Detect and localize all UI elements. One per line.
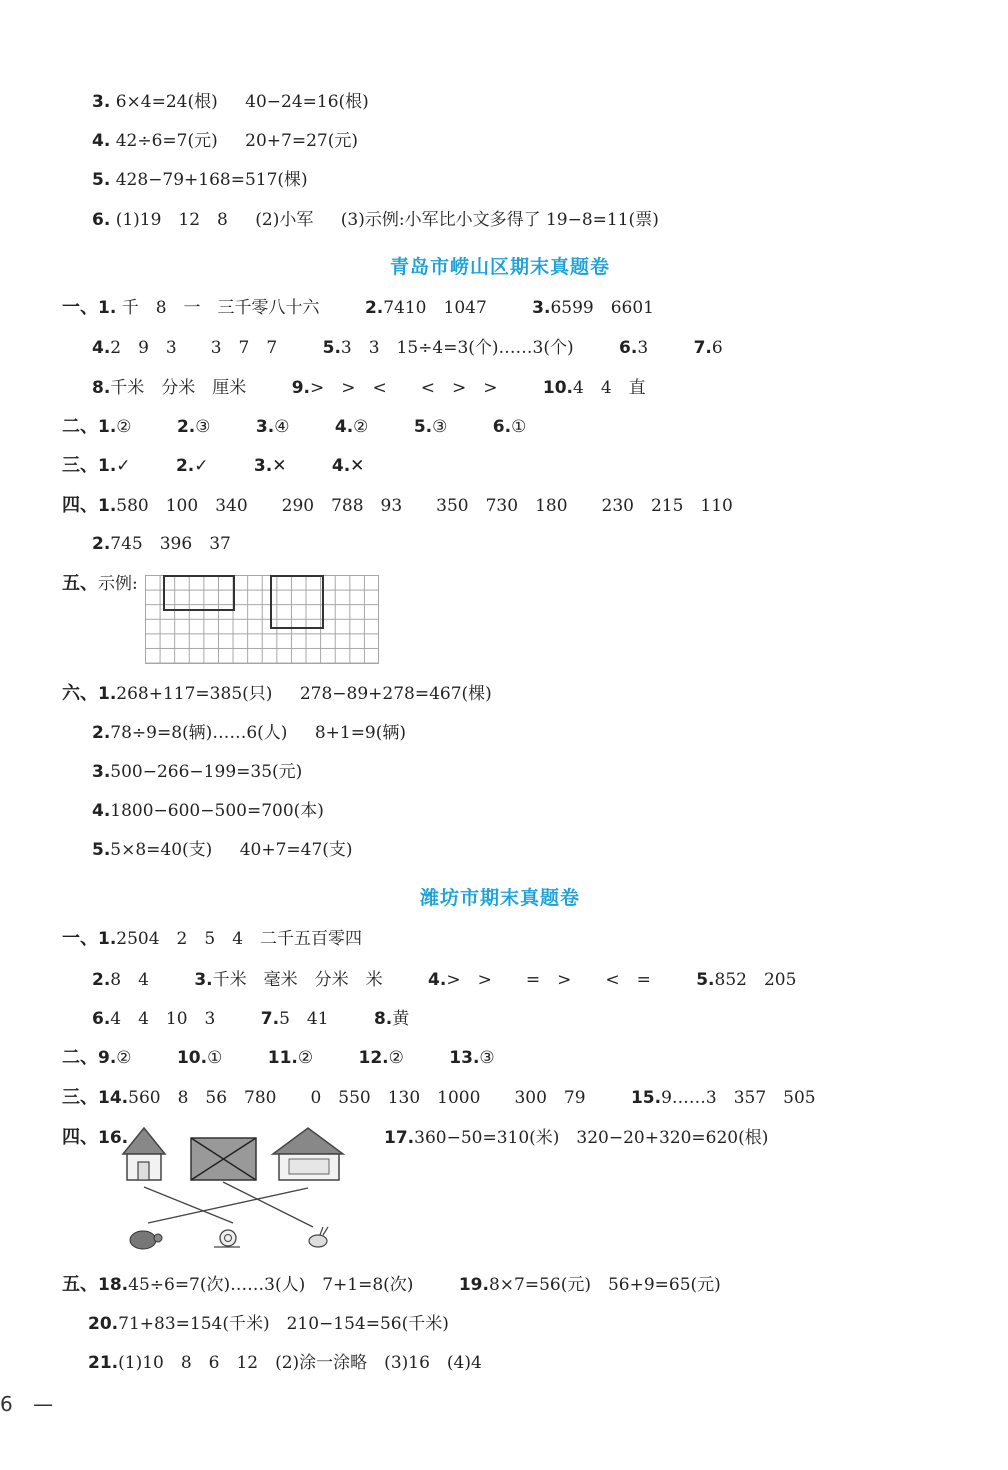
answer-line bbox=[92, 376, 646, 400]
question-number: 3. bbox=[255, 417, 275, 437]
question-number: 19. bbox=[458, 1275, 489, 1295]
section-label: 六、 bbox=[62, 683, 98, 704]
answer-text: 71+83=154(千米) 210−154=56(千米) bbox=[118, 1314, 449, 1334]
answer-text: ① bbox=[511, 417, 527, 437]
answer-text: 78÷9=8(辆)……6(人) bbox=[110, 723, 288, 743]
answer-line bbox=[92, 532, 231, 556]
answer-text: ③ bbox=[432, 417, 448, 437]
question-number: 16. bbox=[98, 1128, 129, 1148]
question-number: 4. bbox=[334, 417, 354, 437]
answer-text: ② bbox=[297, 1048, 314, 1068]
answer-line bbox=[92, 838, 353, 862]
answer-text: (1)10 8 6 12 (2)涂一涂略 (3)16 (4)4 bbox=[118, 1353, 482, 1373]
page-footer bbox=[0, 1392, 53, 1416]
question-number: 3. bbox=[532, 298, 551, 318]
answer-line bbox=[88, 1312, 449, 1336]
answer-line bbox=[62, 415, 526, 439]
question-number: 13. bbox=[449, 1048, 480, 1068]
question-number: 3. bbox=[92, 92, 111, 112]
section-label: 四、 bbox=[62, 495, 98, 516]
question-number: 2. bbox=[92, 534, 111, 554]
check-mark: ✓ bbox=[116, 456, 131, 476]
answer-text: ② bbox=[116, 417, 132, 437]
answer-line bbox=[92, 968, 796, 992]
question-number: 10. bbox=[542, 378, 573, 398]
question-number: 8. bbox=[373, 1009, 393, 1029]
answer-line-5 bbox=[92, 168, 308, 192]
question-number: 4. bbox=[92, 801, 111, 821]
answer-line bbox=[62, 454, 364, 478]
answer-line bbox=[92, 1007, 409, 1031]
answer-text: 45÷6=7(次)……3(人) 7+1=8(次) bbox=[128, 1275, 414, 1295]
answer-line bbox=[384, 1126, 768, 1150]
answer-line bbox=[62, 494, 733, 518]
rabbit-icon bbox=[309, 1227, 328, 1247]
answer-text: 示例: bbox=[98, 574, 138, 594]
answer-text: 560 8 56 780 0 550 130 1000 300 79 bbox=[128, 1088, 586, 1108]
house-large-icon bbox=[273, 1128, 343, 1180]
answer-text: ④ bbox=[274, 417, 290, 437]
answer-line bbox=[62, 572, 138, 596]
answer-text: 3 3 15÷4=3(个)……3(个) bbox=[340, 338, 574, 358]
answer-text: 千米 分米 厘米 bbox=[110, 378, 247, 398]
answer-line bbox=[62, 296, 654, 320]
answer-text: 42÷6=7(元) bbox=[115, 131, 218, 151]
answer-text: ① bbox=[207, 1048, 223, 1068]
question-number: 1. bbox=[98, 684, 117, 704]
answer-text: 黄 bbox=[392, 1009, 410, 1029]
question-number: 17. bbox=[384, 1128, 415, 1148]
question-number: 9. bbox=[98, 1048, 117, 1068]
section-title-weifang: 潍坊市期末真题卷 bbox=[419, 887, 580, 909]
answer-text: ③ bbox=[195, 417, 211, 437]
answer-text: 268+117=385(只) bbox=[116, 684, 273, 704]
section-label: 三、 bbox=[62, 1087, 98, 1108]
question-number: 6. bbox=[492, 417, 512, 437]
answer-text: 7410 1047 bbox=[383, 298, 487, 318]
answer-line bbox=[92, 721, 406, 745]
question-number: 20. bbox=[88, 1314, 119, 1334]
answer-text: ② bbox=[116, 1048, 132, 1068]
answer-text: 6×4=24(根) bbox=[115, 92, 218, 112]
answer-line bbox=[88, 1351, 482, 1375]
square-shape bbox=[270, 575, 324, 629]
answer-text: 8×7=56(元) 56+9=65(元) bbox=[488, 1275, 721, 1295]
answer-text: 278−89+278=467(棵) bbox=[299, 684, 492, 704]
cross-mark: ✕ bbox=[350, 456, 365, 476]
answer-text: 8 4 bbox=[110, 970, 149, 990]
answer-line-6 bbox=[92, 208, 659, 232]
answer-text: ② bbox=[353, 417, 369, 437]
question-number: 7. bbox=[693, 338, 712, 358]
answer-text: (3)示例:小军比小文多得了 19−8=11(票) bbox=[340, 210, 659, 230]
question-number: 1. bbox=[98, 456, 117, 476]
answer-text: 40+7=47(支) bbox=[239, 840, 353, 860]
answer-text: 500−266−199=35(元) bbox=[110, 762, 303, 782]
answer-text: 4 4 10 3 bbox=[110, 1009, 216, 1029]
question-number: 15. bbox=[630, 1088, 662, 1108]
question-number: 4. bbox=[331, 456, 351, 476]
rectangle-shape bbox=[163, 575, 235, 611]
snail-icon bbox=[214, 1230, 240, 1247]
answer-text: 360−50=310(米) 320−20+320=620(根) bbox=[414, 1128, 769, 1148]
answer-line bbox=[62, 1273, 721, 1297]
answer-text: > > < < > > bbox=[310, 378, 498, 398]
section-label: 四、 bbox=[62, 1127, 98, 1148]
answer-text: 9……3 357 505 bbox=[661, 1088, 816, 1108]
check-mark: ✓ bbox=[194, 456, 209, 476]
turtle-icon bbox=[130, 1231, 162, 1249]
question-number: 5. bbox=[92, 170, 111, 190]
footer-dash: — bbox=[33, 1392, 54, 1416]
answer-text: 4 4 直 bbox=[573, 378, 646, 398]
answer-text: 2 9 3 3 7 7 bbox=[110, 338, 278, 358]
question-number: 4. bbox=[92, 131, 111, 151]
section-label: 一、 bbox=[62, 297, 98, 318]
answer-text: 8+1=9(辆) bbox=[314, 723, 407, 743]
question-number: 6. bbox=[619, 338, 638, 358]
answer-text: 5×8=40(支) bbox=[110, 840, 213, 860]
question-number: 4. bbox=[92, 338, 111, 358]
answer-text: 852 205 bbox=[714, 970, 797, 990]
question-number: 21. bbox=[88, 1353, 119, 1373]
answer-text: 5 41 bbox=[279, 1009, 329, 1029]
answer-text: 745 396 37 bbox=[110, 534, 231, 554]
section-label: 二、 bbox=[62, 416, 98, 437]
section-label: 一、 bbox=[62, 928, 98, 949]
question-number: 2. bbox=[92, 970, 111, 990]
answer-text: 20+7=27(元) bbox=[245, 131, 358, 151]
question-number: 1. bbox=[98, 417, 117, 437]
question-number: 5. bbox=[413, 417, 433, 437]
answer-text: 千米 毫米 分米 米 bbox=[212, 970, 383, 990]
answer-text: 1800−600−500=700(本) bbox=[110, 801, 324, 821]
answer-text: 6 bbox=[711, 338, 723, 358]
answer-line bbox=[62, 682, 492, 706]
answer-text: 3 bbox=[637, 338, 649, 358]
answer-text: > > = > < = bbox=[446, 970, 651, 990]
question-number: 1. bbox=[98, 929, 117, 949]
section-label: 五、 bbox=[62, 1274, 98, 1295]
answer-line bbox=[62, 1046, 495, 1070]
answer-text: 千 8 一 三千零八十六 bbox=[121, 298, 320, 318]
question-number: 2. bbox=[175, 456, 195, 476]
question-number: 6. bbox=[92, 1009, 111, 1029]
section-label: 五、 bbox=[62, 573, 98, 594]
question-number: 8. bbox=[92, 378, 111, 398]
question-number: 5. bbox=[322, 338, 341, 358]
answer-line bbox=[92, 760, 302, 784]
question-number: 5. bbox=[696, 970, 715, 990]
answer-line bbox=[62, 1086, 816, 1110]
question-number: 6. bbox=[92, 210, 111, 230]
answer-text: 40−24=16(根) bbox=[245, 92, 369, 112]
question-number: 10. bbox=[176, 1048, 208, 1068]
matching-figure bbox=[118, 1125, 358, 1258]
section-label: 二、 bbox=[62, 1047, 98, 1068]
question-number: 2. bbox=[92, 723, 111, 743]
question-number: 1. bbox=[98, 496, 117, 516]
answer-line bbox=[92, 799, 324, 823]
answer-text: ③ bbox=[479, 1048, 495, 1068]
question-number: 11. bbox=[267, 1048, 298, 1068]
page-number: 6 bbox=[0, 1392, 13, 1416]
question-number: 4. bbox=[428, 970, 447, 990]
answer-text: 580 100 340 290 788 93 350 730 180 230 215 110 bbox=[116, 496, 733, 516]
house-small-icon bbox=[123, 1128, 165, 1180]
section-label: 三、 bbox=[62, 455, 98, 476]
question-number: 3. bbox=[194, 970, 213, 990]
answer-text: (2)小军 bbox=[255, 210, 314, 230]
answer-line bbox=[92, 336, 723, 360]
question-number: 12. bbox=[358, 1048, 389, 1068]
answer-text: 6599 6601 bbox=[550, 298, 654, 318]
question-number: 5. bbox=[92, 840, 111, 860]
question-number: 3. bbox=[92, 762, 111, 782]
answer-text: ② bbox=[388, 1048, 404, 1068]
answer-line-3 bbox=[92, 90, 369, 114]
answer-text: (1)19 12 8 bbox=[115, 210, 228, 230]
answer-line-4 bbox=[92, 129, 358, 153]
question-number: 9. bbox=[291, 378, 310, 398]
answer-text: 2504 2 5 4 二千五百零四 bbox=[116, 929, 363, 949]
question-number: 1. bbox=[98, 298, 117, 318]
cross-mark: ✕ bbox=[272, 456, 287, 476]
answer-text: 428−79+168=517(棵) bbox=[115, 170, 308, 190]
question-number: 18. bbox=[98, 1275, 129, 1295]
answer-line bbox=[62, 927, 362, 951]
question-number: 14. bbox=[98, 1088, 129, 1108]
envelope-icon bbox=[191, 1138, 256, 1180]
question-number: 2. bbox=[364, 298, 384, 318]
question-number: 7. bbox=[260, 1009, 280, 1029]
question-number: 3. bbox=[253, 456, 273, 476]
section-title-qingdao: 青岛市崂山区期末真题卷 bbox=[389, 256, 610, 278]
question-number: 2. bbox=[176, 417, 196, 437]
